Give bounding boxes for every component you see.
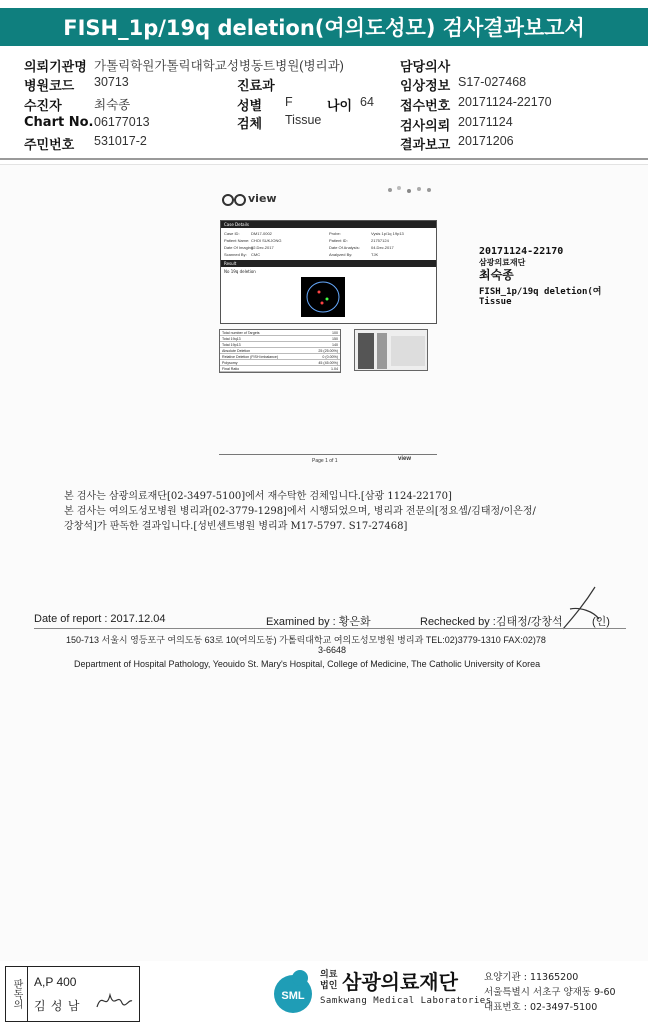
age-label: 나이 <box>327 99 353 114</box>
stats-label: Total 19p13 <box>222 343 241 347</box>
bioview-logo-icon <box>222 190 248 208</box>
decorative-dots <box>385 180 435 190</box>
stats-label: Total 19q13 <box>222 337 241 341</box>
receipt-label: 접수번호 <box>400 99 451 114</box>
stats-label: Relative Deletion (FISH imbalance) <box>222 355 279 359</box>
patient-header <box>0 50 648 156</box>
stats-label: Final Ratio <box>222 367 240 371</box>
note-line-3: 강창석]가 판독한 결과입니다.[성빈센트병원 병리과 M17-5797. S17-27468] <box>64 521 408 532</box>
case-field: Analyzed By: <box>329 252 353 257</box>
case-field: Patient ID: <box>329 238 348 243</box>
stats-value: 0 (0.00%) <box>322 355 338 359</box>
test-request-label: 검사의뢰 <box>400 119 451 134</box>
stats-value: 150 <box>332 337 338 341</box>
receipt-value: 20171124-22170 <box>458 95 552 109</box>
stats-row <box>220 366 340 372</box>
note-line-1: 본 검사는 삼광의료재단[02-3497-5100]에서 재수탁한 검체입니다.[삼광 1124-22170] <box>64 491 452 502</box>
case-details-bar: Case Details <box>221 221 436 228</box>
stats-value: 45 (45.00%) <box>318 361 338 365</box>
report-label: 결과보고 <box>400 138 451 153</box>
report-value: 20171206 <box>458 134 514 148</box>
address-line-1: 150-713 서울시 영등포구 여의도동 63로 10(여의도동) 가톨릭대학교 여의도성모병원 병리과 TEL:02)3779-1310 FAX:02)78 <box>66 635 546 645</box>
id-value: 531017-2 <box>94 134 147 148</box>
test-request-value: 20171124 <box>458 115 513 129</box>
stats-label: Polysomy <box>222 361 238 365</box>
stats-label: Absolute Deletion <box>222 349 251 353</box>
rechecked-seal: (인) <box>592 616 610 628</box>
case-field: Date Of Analysis: <box>329 245 360 250</box>
histogram-panel <box>354 329 428 371</box>
case-field: Case ID: <box>224 231 240 236</box>
stamp-org: 삼광의료재단 <box>479 258 526 267</box>
stats-table <box>219 329 341 373</box>
scan-footer-logo: view <box>398 456 412 462</box>
case-field: Date Of Imaging: <box>224 245 255 250</box>
id-label: 주민번호 <box>24 138 75 153</box>
report-title: FISH_1p/19q deletion(여의도성모) 검사결과보고서 <box>0 8 648 46</box>
case-field: Patient Name: <box>224 238 250 243</box>
reading-doctor-label: 판독의 <box>6 967 28 1021</box>
case-fields <box>221 228 436 258</box>
org-name: 삼광의료재단 <box>342 970 458 994</box>
stamp-test: FISH_1p/19q deletion(여 <box>479 287 602 297</box>
ap-line: A,P 400 <box>34 975 77 989</box>
age-value: 64 <box>360 95 374 109</box>
case-field: 04.Dec.2017 <box>371 245 394 250</box>
stamp-specimen: Tissue <box>479 297 512 307</box>
case-field: 21757124 <box>371 238 389 243</box>
sml-logo-icon <box>270 968 316 1014</box>
header-divider <box>0 158 648 160</box>
address-line-3: Department of Hospital Pathology, Yeouido St. Mary's Hospital, College of Medicine, The Catholic University of Korea <box>74 659 541 669</box>
bioview-logo-text: view <box>248 192 277 205</box>
clinical-info-value: S17-027468 <box>458 75 527 89</box>
dept-label: 진료과 <box>237 79 275 94</box>
chart-label: Chart No. <box>24 115 94 130</box>
specimen-value: Tissue <box>285 113 322 127</box>
stamp-patient: 최숙종 <box>479 268 514 282</box>
result-text: No 19q deletion <box>224 269 256 274</box>
clinical-info-label: 임상정보 <box>400 79 451 94</box>
bioview-logo <box>222 188 277 208</box>
org-prefix-1: 의료 <box>320 970 338 980</box>
referring-org-value: 가톨릭학원가톨릭대학교성병동트병원(병리과) <box>94 59 344 73</box>
patient-label: 수진자 <box>24 99 62 114</box>
scan-page-number: Page 1 of 1 <box>312 458 338 464</box>
stats-label: Total number of Targets <box>222 331 260 335</box>
doctor-name: 김 성 남 <box>34 999 81 1013</box>
physician-label: 담당의사 <box>400 60 451 75</box>
case-field: TJK <box>371 252 379 257</box>
referring-org-label: 의뢰기관명 <box>24 60 87 75</box>
scan-footer-line <box>219 454 437 455</box>
report-footer-divider <box>34 628 626 629</box>
org-info-phone: 대표번호 : 02-3497-5100 <box>484 1002 598 1013</box>
date-of-report: Date of report : 2017.12.04 <box>34 613 166 625</box>
chart-value: 06177013 <box>94 115 150 129</box>
sex-label: 성별 <box>237 99 263 114</box>
note-line-2: 본 검사는 여의도성모병원 병리과[02-3779-1298]에서 시행되었으며, 병리과 전문의[정요셉/김태정/이은정/ <box>64 506 536 517</box>
case-field: 02.Dec.2017 <box>251 245 274 250</box>
reading-doctor-box <box>5 966 140 1022</box>
case-field: CMC <box>251 252 261 257</box>
org-name-en: Samkwang Medical Laboratories <box>320 996 492 1006</box>
signature-mark <box>555 585 605 633</box>
stats-value: 1.04 <box>331 367 338 371</box>
fish-cell-image <box>301 277 345 317</box>
org-info-code: 요양기관 : 11365200 <box>484 972 579 983</box>
stats-value: 25 (25.00%) <box>318 349 338 353</box>
org-info <box>484 970 616 1015</box>
hospital-code-label: 병원코드 <box>24 79 75 94</box>
address-line-2: 3-6648 <box>318 645 347 655</box>
case-field: CHOI SUKJONG <box>251 238 282 243</box>
org-prefix-2: 법인 <box>320 981 338 991</box>
rechecked-by: Rechecked by :김태정/강창석 <box>420 616 563 628</box>
case-field: DM17-0002 <box>251 231 272 236</box>
result-bar: Result <box>221 260 436 267</box>
case-field: Scanned By: <box>224 252 247 257</box>
stats-value: 140 <box>332 343 338 347</box>
case-detail-box <box>220 220 437 324</box>
stats-value: 100 <box>332 331 338 335</box>
case-field: Probe: <box>329 231 341 236</box>
stamp-receipt: 20171124-22170 <box>479 246 564 257</box>
org-info-address: 서울특별시 서초구 양재동 9-60 <box>484 987 616 998</box>
sex-value: F <box>285 95 293 109</box>
specimen-label: 검체 <box>237 117 263 132</box>
case-field: Vysis 1p/1q 19p13 <box>371 231 404 236</box>
patient-value: 최숙종 <box>94 98 131 112</box>
hospital-code-value: 30713 <box>94 75 129 89</box>
doctor-signature <box>94 985 134 1015</box>
examined-by: Examined by : 황은화 <box>266 616 371 628</box>
sml-logo-text: SML <box>281 990 305 1002</box>
